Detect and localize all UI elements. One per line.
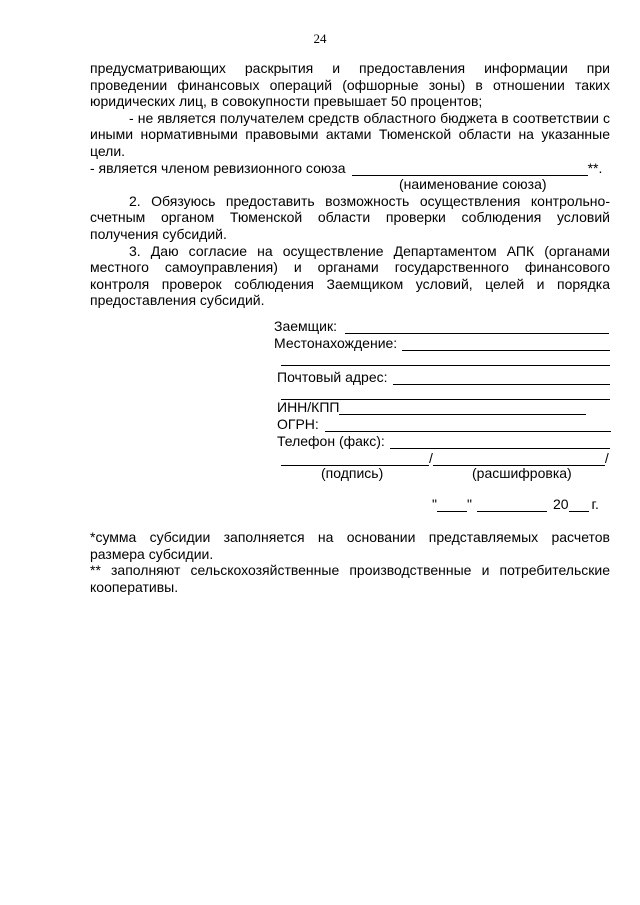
union-member-row [90,160,610,177]
location-line[interactable] [402,337,610,351]
footnote-subsidy: *сумма субсидии заполняется на основании представляемых расчетов размера субсидии. [90,529,610,562]
phone-line[interactable] [390,435,610,449]
date-quote-close: " [466,496,472,512]
body-text [90,60,610,309]
page-number: 24 [313,31,327,46]
inn-row [277,399,586,415]
date-day-line[interactable] [437,498,467,512]
postal-extra-row [281,386,610,400]
date-quote-open: " [432,496,437,512]
borrower-label: Заемщик: [274,318,338,334]
footnote-cooperatives: ** заполняют сельскохозяйственные производственные и потребительские кооперативы. [90,562,610,595]
signature-slash: / [429,450,433,466]
borrower-line[interactable] [345,320,609,334]
postal-label: Почтовый адрес: [277,369,388,385]
postal-extra-line[interactable] [281,386,610,400]
location-label: Местонахождение: [274,335,398,351]
paragraph-consent-audit: 2. Обязуюсь предоставить возможность осуществления контрольно-счетным органом Тюменской области проверки соблюдения условий получения субсидий. [90,192,610,242]
footnotes [90,529,610,595]
date-month-line[interactable] [477,498,547,512]
paragraph-offshore: предусматривающих раскрытия и предоставления информации при проведении финансовых операций (офшорные зоны) в отношении таких юридических лиц, в совокупности превышает 50 процентов; [90,60,610,110]
location-extra-line[interactable] [281,352,610,366]
decoding-slash: / [604,450,609,466]
signature-line[interactable] [281,452,429,466]
paragraph-consent-inspection: 3. Даю согласие на осуществление Департаментом АПК (органами местного самоуправления) и органами государственного финансового контроля проверок соблюдения Заемщиком условий, целей и порядка предоставления субсидий. [90,242,610,309]
phone-label: Телефон (факс): [277,433,385,449]
ogrn-row [277,416,611,432]
inn-label: ИНН/КПП [277,399,340,415]
borrower-row [274,318,609,334]
postal-row [277,369,610,385]
ogrn-label: ОГРН: [277,416,319,432]
phone-row [277,433,610,449]
date-suffix: г. [591,496,599,512]
date-year-line[interactable] [569,498,589,512]
postal-line[interactable] [393,371,610,385]
date-row [432,496,599,512]
decoding-line[interactable] [433,452,605,466]
signature-caption: (подпись) [321,465,384,481]
decoding-caption: (расшифровка) [472,465,572,481]
union-member-mark: **. [587,159,603,176]
paragraph-not-recipient: - не является получателем средств областного бюджета в соответствии с иными нормативными правовыми актами Тюменской области на указанные цели. [90,109,610,159]
ogrn-line[interactable] [325,418,611,432]
union-name-caption: (наименование союза) [399,176,547,193]
location-extra-row [281,352,610,366]
signature-row [281,450,609,466]
inn-line[interactable] [339,401,586,415]
date-year-prefix: 20 [552,496,569,512]
union-name-line[interactable] [352,163,588,176]
location-row [274,335,610,351]
union-member-label: - является членом ревизионного союза [90,159,346,176]
